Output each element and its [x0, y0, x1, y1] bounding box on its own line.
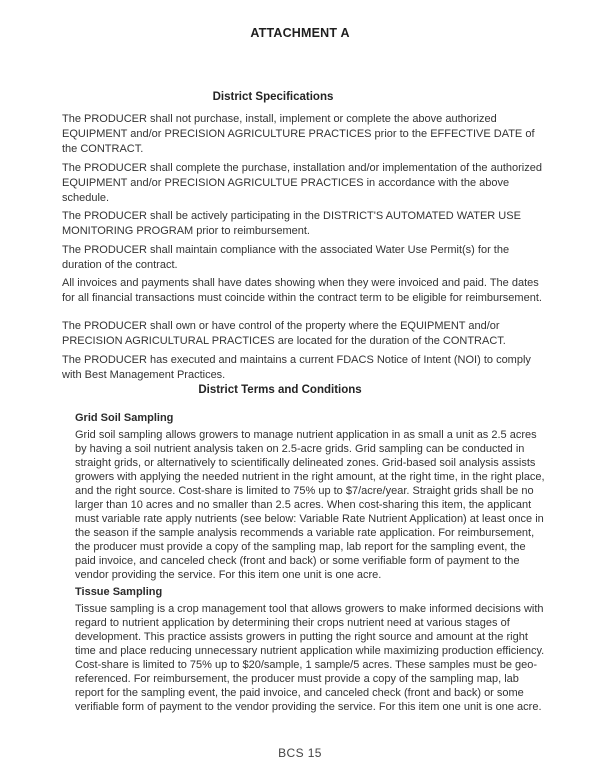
section-title: Grid Soil Sampling: [75, 412, 174, 424]
section-title: Tissue Sampling: [75, 586, 163, 598]
district-terms-heading: District Terms and Conditions: [198, 384, 362, 396]
section-body: Tissue sampling is a crop management tool that allows growers to make informed decisions with regard to nutrient application by determining their crops nutrient need at various stages of development. This practice assists growers in putting the right source and amount at the right time and place reducing unnecessary nutrient application while maximizing production efficiency. Cost-share is limited to 75% up to $20/sample, 1 sample/5 acres. These samples must be geo-referenced. For reimbursement, the producer must provide a copy of the sampling map, lab report for the sampling event, the paid invoice, and canceled check (front and back) or some verifiable form of payment to the vendor providing the service. For this item one unit is one acre.: [75, 603, 545, 713]
district-specifications-heading: District Specifications: [212, 91, 334, 103]
attachment-title: ATTACHMENT A: [250, 26, 350, 40]
page-number-footer: BCS 15: [278, 746, 322, 760]
section-grid-soil-sampling: [75, 411, 547, 582]
section-body: Grid soil sampling allows growers to manage nutrient application in as small a unit as 2.5 acres by having a soil nutrient analysis taken on 2.5-acre grids. Grid sampling can be conducted in straight grids, or alternatively to scientifically delineated zones. Grid-based soil analysis assists growers with applying the needed nutrient in the right amount, at the right time, in the right place, and the right source. Cost-share is limited to 75% up to $7/acre/year. Straight grids shall be no larger than 10 acres and no smaller than 2.5 acres. When cost-sharing this item, the applicant must variable rate apply nutrients (see below: Variable Rate Nutrient Application) at least once in the season if the sample analysis recommends a variable rate application. For reimbursement, the producer must provide a copy of the sampling map, lab report for the sampling event, the paid invoice, and canceled check (front and back) or some verifiable form of payment to the vendor providing the service. For this item one unit is one acre.: [75, 429, 545, 581]
spec-paragraph: All invoices and payments shall have dates showing when they were invoiced and paid. The dates for all financial transactions must coincide within the contract term to be eligible for reimbursement.: [62, 277, 542, 304]
spec-paragraph: The PRODUCER has executed and maintains a current FDACS Notice of Intent (NOI) to comply with Best Management Practices.: [62, 353, 531, 381]
spec-paragraph: The PRODUCER shall not purchase, install, implement or complete the above authorized EQUIPMENT and/or PRECISION AGRICULTURE PRACTICES prior to the EFFECTIVE DATE of the CONTRACT.: [62, 113, 535, 155]
specifications-paragraphs: [62, 112, 550, 386]
section-tissue-sampling: [75, 585, 547, 714]
spec-paragraph: The PRODUCER shall be actively participating in the DISTRICT'S AUTOMATED WATER USE MONITORING PROGRAM prior to reimbursement.: [62, 210, 521, 237]
spec-paragraph: The PRODUCER shall complete the purchase, installation and/or implementation of the authorized EQUIPMENT and/or PRECISION AGRICULTUE PRACTICES in accordance with the above schedule.: [62, 161, 542, 204]
spec-paragraph: The PRODUCER shall maintain compliance with the associated Water Use Permit(s) for the duration of the contract.: [62, 243, 510, 271]
spec-paragraph: The PRODUCER shall own or have control of the property where the EQUIPMENT and/or PRECISION AGRICULTURAL PRACTICES are located for the duration of the CONTRACT.: [62, 320, 506, 347]
terms-sections: [75, 411, 547, 714]
